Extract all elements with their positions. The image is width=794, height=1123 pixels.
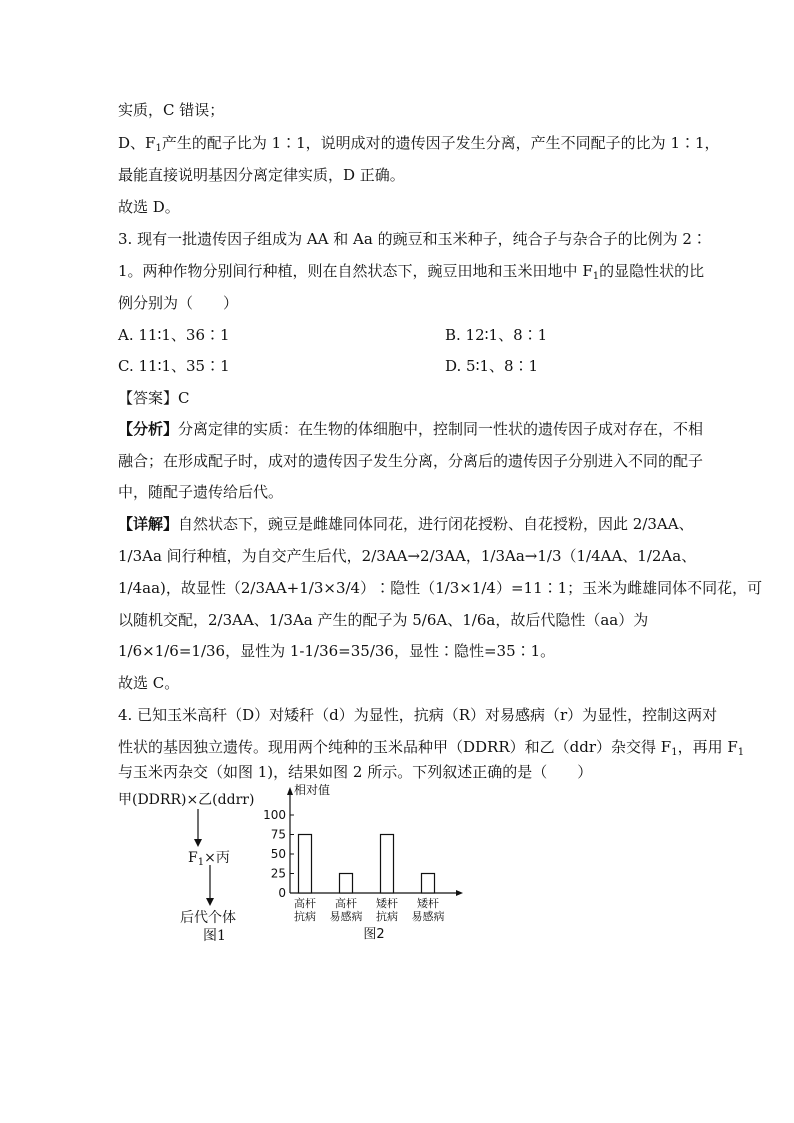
text-seg: 1。两种作物分别间行种植，则在自然状态下，豌豆田地和玉米田地中 F [118, 262, 593, 280]
x-tick-label: 易感病 [411, 910, 445, 923]
detail-line: 以随机交配，2/3AA、1/3Aa 产生的配子为 5/6A、1/6a，故后代隐性（aa）为 [118, 611, 649, 629]
fig1-f1-cross [188, 847, 230, 868]
detail-line: 1/4aa)，故显性（2/3AA+1/3×3/4）∶隐性（1/3×1/4）=11∶1；玉米为雌雄同体不同花，可 [118, 579, 763, 597]
question-3-line [118, 261, 704, 287]
detail-line: 故选 C。 [118, 674, 180, 692]
fig2-caption: 图2 [363, 927, 385, 942]
text-seg: 自然状态下，豌豆是雌雄同体同花，进行闭花授粉、自花授粉，因此 2/3AA、 [178, 515, 694, 533]
text-seg: ×丙 [204, 850, 230, 866]
text-seg: F [188, 850, 198, 866]
question-3-line: 3. 现有一批遗传因子组成为 AA 和 Aa 的豌豆和玉米种子，纯合子与杂合子的比例为 2∶ [118, 230, 707, 248]
question-4-line: 4. 已知玉米高秆（D）对矮秆（d）为显性，抗病（R）对易感病（r）为显性，控制这两对 [118, 706, 718, 724]
text-line: 最能直接说明基因分离定律实质，D 正确。 [118, 166, 405, 184]
bar [422, 874, 435, 894]
analysis-line: 中，随配子遗传给后代。 [118, 483, 284, 501]
option-a: A. 11∶1、36∶1 [118, 326, 230, 344]
y-tick-label: 25 [270, 866, 286, 881]
x-axis-arrow [456, 890, 463, 896]
detail-tag: 【详解】 [118, 515, 179, 533]
figure-1-cross-diagram [118, 785, 268, 945]
fig1-caption: 图1 [203, 928, 226, 944]
arrow-head [206, 898, 214, 906]
option-d: D. 5∶1、8∶1 [445, 357, 539, 375]
x-tick-label: 抗病 [376, 910, 398, 923]
option-c: C. 11∶1、35∶1 [118, 357, 230, 375]
question-4-line: 与玉米丙杂交（如图 1)，结果如图 2 所示。下列叙述正确的是（ ） [118, 763, 593, 781]
subscript: 1 [737, 747, 745, 758]
x-tick-label: 抗病 [294, 910, 316, 923]
bar [340, 874, 353, 894]
fig1-parents: 甲(DDRR)×乙(ddrr) [118, 792, 255, 808]
bar [299, 835, 312, 894]
y-axis-arrow [287, 787, 293, 795]
x-tick-label: 矮杆 [376, 897, 398, 910]
subscript: 1 [592, 271, 600, 282]
analysis-line [118, 419, 703, 439]
subscript: 1 [197, 857, 205, 868]
question-4-line [118, 737, 744, 763]
text-seg: 分离定律的实质：在生物的体细胞中，控制同一性状的遗传因子成对存在，不相 [178, 420, 704, 438]
subscript: 1 [155, 143, 162, 154]
y-tick-label: 50 [270, 847, 286, 861]
answer: 【答案】C [118, 389, 190, 407]
x-tick-label: 高杆 [294, 897, 316, 910]
option-b: B. 12∶1、8∶1 [445, 326, 548, 344]
y-axis-label: 相对值 [294, 783, 331, 797]
text-seg: 产生的配子比为 1∶1，说明成对的遗传因子发生分离，产生不同配子的比为 1∶1， [161, 134, 720, 152]
text-line [118, 133, 720, 159]
x-tick-label: 矮杆 [417, 897, 439, 910]
figure-2-bar-chart [258, 783, 468, 943]
text-seg: D、F [118, 134, 156, 152]
arrow-head [194, 839, 202, 847]
analysis-line: 融合；在形成配子时，成对的遗传因子发生分离，分离后的遗传因子分别进入不同的配子 [118, 452, 704, 470]
text-line: 实质，C 错误； [118, 101, 225, 119]
text-seg: 的显隐性状的比 [599, 262, 705, 280]
y-tick-label: 0 [278, 886, 286, 900]
x-tick-label: 高杆 [335, 897, 357, 910]
bar [381, 835, 394, 894]
text-seg: ，再用 F [677, 738, 738, 756]
detail-line: 1/6×1/6=1/36，显性为 1-1/36=35/36，显性∶隐性=35∶1。 [118, 642, 556, 660]
subscript: 1 [671, 747, 678, 758]
text-line: 故选 D。 [118, 198, 180, 216]
analysis-tag: 【分析】 [118, 420, 179, 438]
text-seg: 性状的基因独立遗传。现用两个纯种的玉米品种甲（DDRR）和乙（ddr）杂交得 F [118, 738, 672, 756]
detail-line [118, 514, 694, 534]
detail-line: 1/3Aa 间行种植，为自交产生后代，2/3AA→2/3AA，1/3Aa→1/3（1/4AA、1/2Aa、 [118, 547, 697, 565]
y-tick-label: 100 [263, 808, 286, 822]
question-3-line: 例分别为（ ） [118, 294, 239, 312]
fig1-offspring: 后代个体 [180, 910, 236, 926]
x-tick-label: 易感病 [329, 910, 363, 923]
y-tick-label: 75 [270, 827, 286, 842]
